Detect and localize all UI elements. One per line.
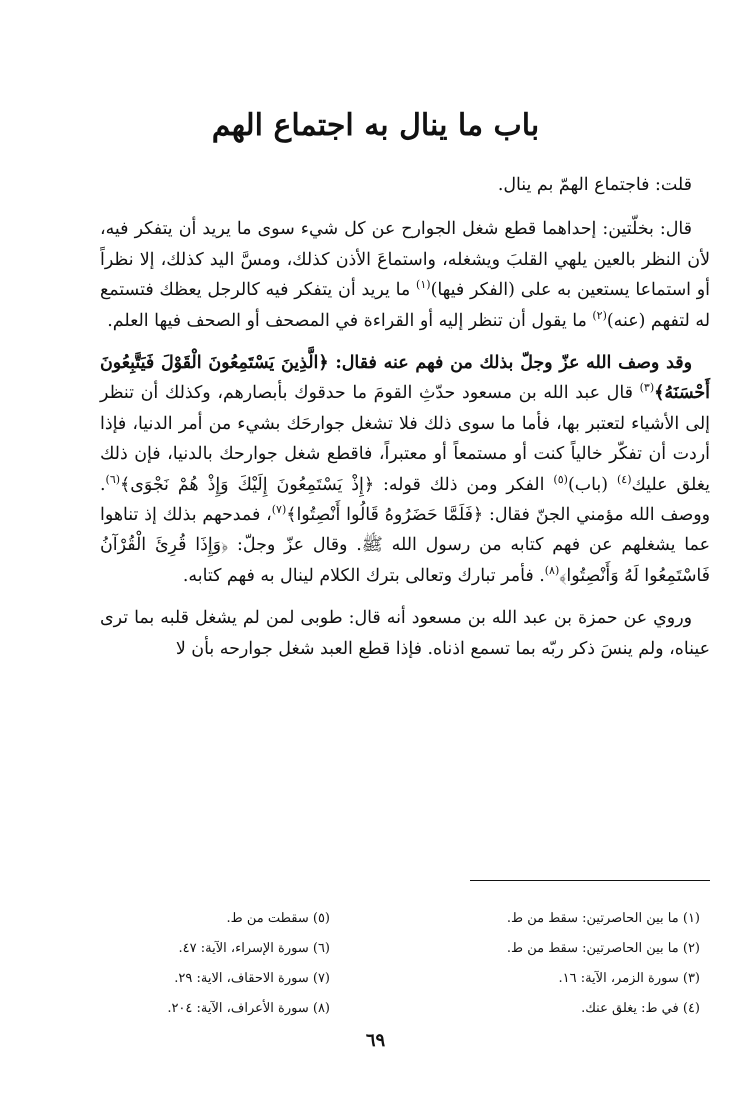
- footnote-mark-1: (١): [416, 278, 431, 292]
- footnote-5: (٥) سقطت من ط.: [226, 911, 330, 926]
- footnote-mark-8: (٨): [544, 564, 560, 578]
- footnotes-column-left: [30, 904, 330, 1024]
- paragraph-3-part-3: (باب): [567, 474, 609, 495]
- paragraph-2-part-1: قال: بخلّتين: إحداهما قطع شغل الجوارح عن كل شيء سوى ما يريد أن يتفكر فيه، لأن النظر بالعين يلهي القلبَ ويشغله، واستماعَ الأذن كذلك، ومسَّ اليد كذلك، إلا نظراً أو استماعا يستعين به على (الفكر فيها): [100, 219, 711, 301]
- paragraph-3-part-2: قال عبد الله بن مسعود حدّثِ القومَ ما حدقوك بأبصارهم، وكذلك أن تنظر إلى الأشياء لتعتبر بها، فأما ما سوى ذلك فلا تشغل جوارحَك بشيء من أمر الدنيا، فإذا أردت أن تفكّر خالياً كنت أو مستمعاً أو معتبراً، فاقطع شغل جوارحك بالدنيا، فإن ذلك يغلق عليك: [100, 383, 711, 495]
- footnote-6: (٦) سورة الإسراء، الآية: ٤٧.: [178, 941, 330, 956]
- body-text: [100, 170, 710, 676]
- footnote-mark-3: (٣): [639, 381, 655, 395]
- footnote-4: (٤) في ط: يغلق عنك.: [581, 1001, 700, 1016]
- footnote-mark-4: (٤): [617, 472, 632, 486]
- paragraph-2-part-2: ما يريد أن يتفكر فيه كالرجل يعظك فتستمع له لتفهم (عنه): [100, 280, 710, 331]
- paragraph-3-part-4: الفكر ومن ذلك قوله: ﴿إِذْ يَسْتَمِعُونَ إِلَيْكَ وَإِذْ هُمْ نَجْوَى﴾: [120, 474, 545, 495]
- footnote-3: (٣) سورة الزمر، الآية: ١٦.: [558, 971, 700, 986]
- footnote-mark-6: (٦): [105, 472, 121, 486]
- paragraph-1: [100, 170, 710, 200]
- footnote-mark-2: (٢): [592, 308, 607, 322]
- footnote-8: (٨) سورة الأعراف، الآية: ٢٠٤.: [167, 1001, 330, 1016]
- paragraph-2: [100, 214, 710, 336]
- paragraph-2-part-3: ما يقول أن تنظر إليه أو القراءة في المصحف أو الصحف فيها العلم.: [107, 310, 587, 331]
- footnote-mark-7: (٧): [271, 503, 287, 517]
- paragraph-3-part-7: . فأمر تبارك وتعالى بترك الكلام لينال به فهم كتابه.: [182, 565, 545, 586]
- page-number: ٦٩: [365, 1030, 386, 1051]
- chapter-title: باب ما ينال به اجتماع الهم: [211, 108, 540, 143]
- paragraph-4: [100, 603, 710, 664]
- footnote-7: (٧) سورة الاحقاف، الاية: ٢٩.: [174, 971, 330, 986]
- footnotes-column-right: [400, 904, 700, 1024]
- footnote-mark-5: (٥): [553, 472, 568, 486]
- footnote-divider: [470, 880, 710, 881]
- paragraph-3: [100, 348, 710, 591]
- paragraph-3-part-1: وقد وصف الله عزّ وجلّ بذلك من فهم عنه فقال: ﴿الَّذِينَ يَسْتَمِعُونَ الْقَوْلَ فَيَتَّبِعُونَ أَحْسَنَهُ﴾: [100, 353, 710, 404]
- paragraph-1-text: قلت: فاجتماع الهمّ بم ينال.: [497, 175, 692, 195]
- paragraph-3-part-5: . ووصف الله مؤمني الجنّ فقال: ﴿فَلَمَّا حَضَرُوهُ قَالُوا أَنْصِتُوا﴾: [100, 474, 711, 526]
- footnote-1: (١) ما بين الحاصرتين: سقط من ط.: [506, 911, 700, 926]
- footnote-2: (٢) ما بين الحاصرتين: سقط من ط.: [506, 941, 700, 956]
- paragraph-3-part-6: ، فمدحهم بذلك إذ تناهوا عما يشغلهم عن فهم كتابه من رسول الله ﷺ. وقال عزّ وجلّ: ﴿وَإِذَا قُرِئَ الْقُرْآنُ فَاسْتَمِعُوا لَهُ وَأَنْصِتُوا﴾: [100, 505, 710, 586]
- paragraph-4-text: وروي عن حمزة بن عبد الله بن مسعود أنه قال: طوبى لمن لم يشغل قلبه بما ترى عيناه، ولم ينسَ ذكر ربّه بما تسمع اذناه. فإذا قطع العبد شغل جوارحه بأن لا: [100, 608, 710, 659]
